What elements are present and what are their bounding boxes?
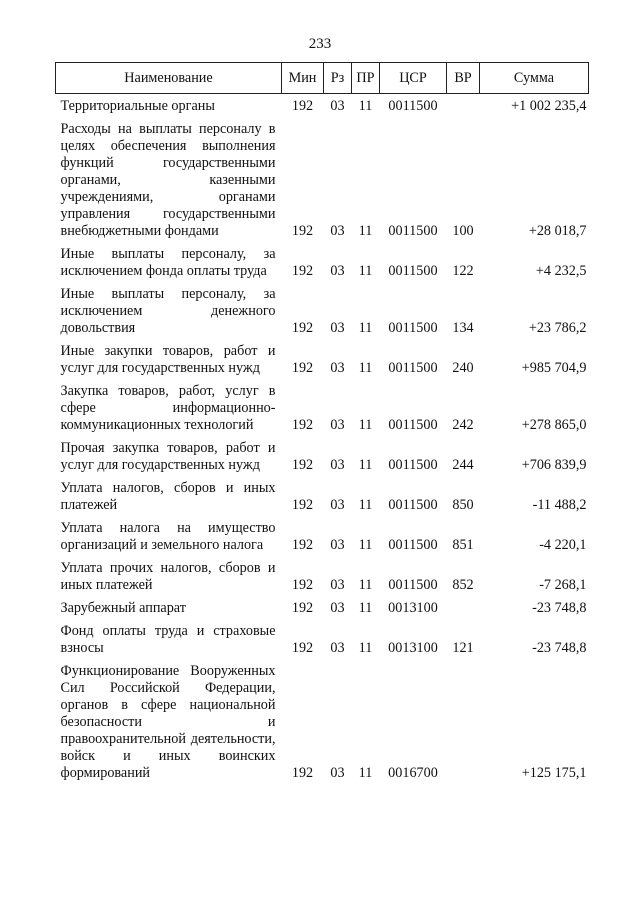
cell-sum: -7 268,1	[539, 577, 587, 593]
cell-pr: 11	[358, 223, 373, 239]
cell-sum: +706 839,9	[521, 457, 587, 473]
table-row	[56, 556, 589, 596]
cell-csr: 0011500	[388, 360, 438, 376]
cell-vr: 852	[452, 577, 474, 593]
cell-rz: 03	[330, 320, 345, 336]
cell-sum: +1 002 235,4	[511, 98, 587, 114]
cell-csr: 0011500	[388, 223, 438, 239]
cell-pr: 11	[358, 417, 373, 433]
cell-pr: 11	[358, 640, 373, 656]
cell-min: 192	[291, 640, 314, 656]
cell-sum: -23 748,8	[532, 640, 587, 656]
cell-min: 192	[291, 537, 314, 553]
cell-vr	[447, 659, 480, 784]
cell-pr: 11	[358, 98, 373, 114]
cell-vr	[447, 94, 480, 118]
cell-min: 192	[291, 98, 314, 114]
cell-pr: 11	[358, 360, 373, 376]
cell-min: 192	[291, 497, 314, 513]
cell-vr: 242	[452, 417, 474, 433]
cell-pr: 11	[358, 320, 373, 336]
cell-rz: 03	[330, 577, 345, 593]
cell-sum: +985 704,9	[521, 360, 587, 376]
cell-rz: 03	[330, 98, 345, 114]
cell-pr: 11	[358, 600, 373, 616]
cell-csr: 0011500	[388, 417, 438, 433]
cell-min: 192	[291, 360, 314, 376]
cell-csr: 0011500	[388, 263, 438, 279]
cell-name: Прочая закупка товаров, работ и услуг для государственных нужд	[60, 440, 276, 473]
table-row	[56, 117, 589, 242]
cell-pr: 11	[358, 457, 373, 473]
table-row	[56, 516, 589, 556]
cell-min: 192	[291, 263, 314, 279]
cell-vr: 850	[452, 497, 474, 513]
cell-name: Иные закупки товаров, работ и услуг для государственных нужд	[60, 343, 276, 376]
cell-csr: 0011500	[388, 320, 438, 336]
cell-name: Уплата прочих налогов, сборов и иных платежей	[60, 560, 276, 593]
cell-rz: 03	[330, 360, 345, 376]
column-header-min: Мин	[282, 63, 324, 94]
table-body	[56, 94, 589, 785]
table-row	[56, 659, 589, 784]
cell-name: Иные выплаты персоналу, за исключением денежного довольствия	[60, 286, 276, 336]
cell-name: Уплата налога на имущество организаций и земельного налога	[60, 520, 276, 553]
column-header-pr: ПР	[352, 63, 380, 94]
cell-min: 192	[291, 417, 314, 433]
column-header-rz: Рз	[324, 63, 352, 94]
cell-pr: 11	[358, 497, 373, 513]
table-row	[56, 242, 589, 282]
table-header-row	[56, 63, 589, 94]
cell-csr: 0013100	[388, 600, 438, 616]
cell-min: 192	[291, 223, 314, 239]
cell-min: 192	[291, 765, 314, 781]
cell-name: Иные выплаты персоналу, за исключением фонда оплаты труда	[60, 246, 276, 279]
cell-min: 192	[291, 577, 314, 593]
cell-csr: 0013100	[388, 640, 438, 656]
cell-vr	[447, 596, 480, 619]
page-number: 233	[308, 36, 332, 52]
cell-rz: 03	[330, 765, 345, 781]
cell-vr: 134	[452, 320, 474, 336]
cell-vr: 121	[452, 640, 474, 656]
cell-pr: 11	[358, 577, 373, 593]
cell-name: Расходы на выплаты персоналу в целях обеспечения выполнения функций государственными органами, казенными учреждениями, органами управления государственными внебюджетными фондами	[60, 121, 276, 239]
cell-pr: 11	[358, 765, 373, 781]
table-row	[56, 339, 589, 379]
cell-name: Территориальные органы	[60, 98, 215, 114]
cell-sum: +4 232,5	[535, 263, 587, 279]
cell-min: 192	[291, 320, 314, 336]
column-header-csr: ЦСР	[380, 63, 447, 94]
table-row	[56, 619, 589, 659]
cell-sum: -23 748,8	[532, 600, 587, 616]
cell-vr: 240	[452, 360, 474, 376]
column-header-vr: ВР	[447, 63, 480, 94]
cell-sum: -4 220,1	[539, 537, 587, 553]
cell-pr: 11	[358, 263, 373, 279]
cell-rz: 03	[330, 497, 345, 513]
budget-table	[55, 62, 589, 784]
cell-rz: 03	[330, 537, 345, 553]
cell-name: Уплата налогов, сборов и иных платежей	[60, 480, 276, 513]
cell-sum: -11 488,2	[532, 497, 587, 513]
cell-rz: 03	[330, 600, 345, 616]
cell-name: Функционирование Вооруженных Сил Российской Федерации, органов в сфере национальной безопасности и правоохранительной деятельности, войск и иных воинских формирований	[60, 663, 276, 781]
cell-csr: 0011500	[388, 457, 438, 473]
cell-vr: 244	[452, 457, 474, 473]
cell-csr: 0011500	[388, 98, 438, 114]
cell-rz: 03	[330, 417, 345, 433]
cell-csr: 0011500	[388, 497, 438, 513]
column-header-name: Наименование	[56, 63, 282, 94]
cell-rz: 03	[330, 457, 345, 473]
cell-sum: +28 018,7	[528, 223, 587, 239]
cell-name: Фонд оплаты труда и страховые взносы	[60, 623, 276, 656]
cell-name: Закупка товаров, работ, услуг в сфере информационно-коммуникационных технологий	[60, 383, 276, 433]
cell-csr: 0016700	[388, 765, 438, 781]
table-row	[56, 94, 589, 118]
cell-vr: 851	[452, 537, 474, 553]
table-row	[56, 379, 589, 436]
cell-csr: 0011500	[388, 577, 438, 593]
table-row	[56, 436, 589, 476]
cell-rz: 03	[330, 263, 345, 279]
cell-sum: +23 786,2	[528, 320, 587, 336]
table-row	[56, 282, 589, 339]
cell-vr: 100	[452, 223, 474, 239]
cell-vr: 122	[452, 263, 474, 279]
column-header-sum: Сумма	[480, 63, 589, 94]
cell-rz: 03	[330, 223, 345, 239]
table-row	[56, 476, 589, 516]
cell-min: 192	[291, 457, 314, 473]
cell-name: Зарубежный аппарат	[60, 600, 186, 616]
cell-csr: 0011500	[388, 537, 438, 553]
cell-pr: 11	[358, 537, 373, 553]
cell-min: 192	[291, 600, 314, 616]
cell-rz: 03	[330, 640, 345, 656]
cell-sum: +278 865,0	[521, 417, 587, 433]
cell-sum: +125 175,1	[521, 765, 587, 781]
table-row	[56, 596, 589, 619]
